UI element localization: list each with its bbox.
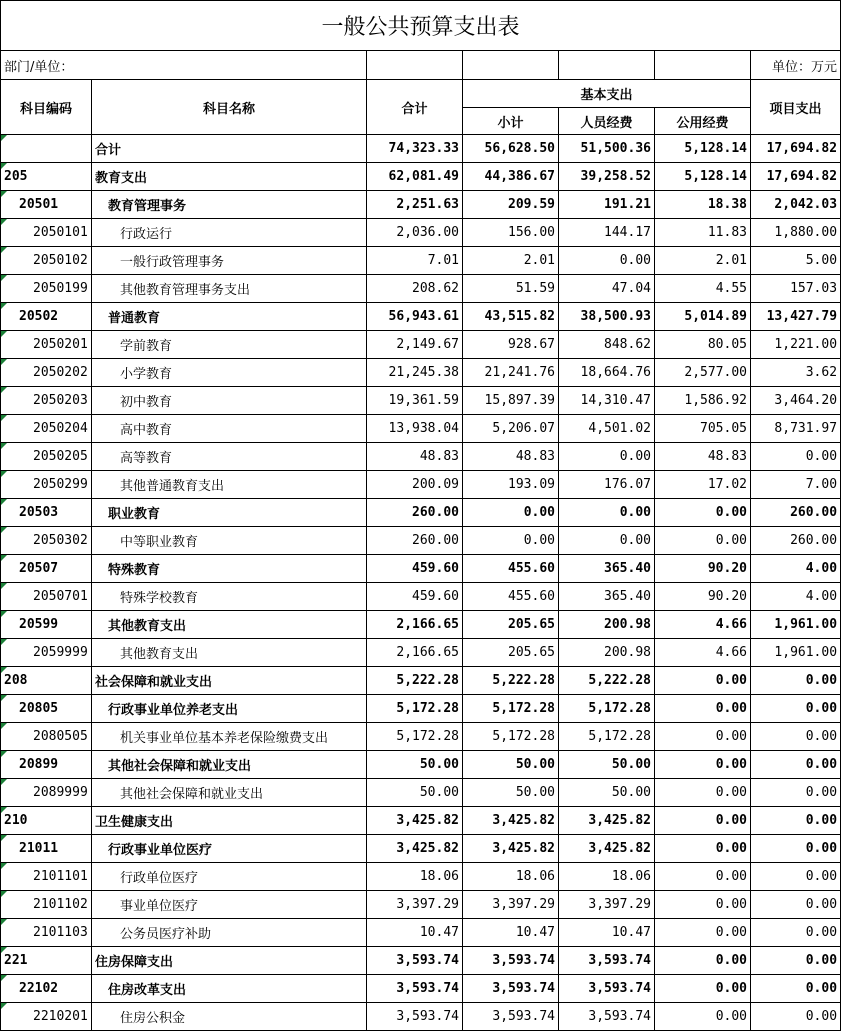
- row-total-cell[interactable]: 3,425.82: [367, 835, 463, 863]
- row-name-cell[interactable]: 卫生健康支出: [92, 807, 367, 835]
- row-public-cell[interactable]: 0.00: [655, 863, 751, 891]
- row-name-cell[interactable]: 行政事业单位医疗: [92, 835, 367, 863]
- row-project-cell[interactable]: 0.00: [751, 891, 841, 919]
- row-code-cell[interactable]: 2050102: [1, 247, 92, 275]
- row-subtotal-cell[interactable]: 455.60: [463, 555, 559, 583]
- row-personnel-cell[interactable]: 3,425.82: [559, 835, 655, 863]
- row-total-cell[interactable]: 74,323.33: [367, 135, 463, 163]
- row-public-cell[interactable]: 0.00: [655, 667, 751, 695]
- row-code-cell[interactable]: 2059999: [1, 639, 92, 667]
- row-total-cell[interactable]: 5,222.28: [367, 667, 463, 695]
- row-total-cell[interactable]: 18.06: [367, 863, 463, 891]
- row-project-cell[interactable]: 260.00: [751, 499, 841, 527]
- row-subtotal-cell[interactable]: 44,386.67: [463, 163, 559, 191]
- row-public-cell[interactable]: 0.00: [655, 527, 751, 555]
- header-row-1: [1, 80, 841, 108]
- row-name-cell[interactable]: 社会保障和就业支出: [92, 667, 367, 695]
- row-code-cell[interactable]: 2050201: [1, 331, 92, 359]
- table-row: [1, 919, 841, 947]
- title-row: [1, 1, 841, 51]
- row-name-cell[interactable]: 学前教育: [92, 331, 367, 359]
- row-total-cell[interactable]: 56,943.61: [367, 303, 463, 331]
- row-name-cell[interactable]: 行政单位医疗: [92, 863, 367, 891]
- row-subtotal-cell[interactable]: 48.83: [463, 443, 559, 471]
- department-label-cell[interactable]: [1, 51, 367, 80]
- row-total-cell[interactable]: 2,149.67: [367, 331, 463, 359]
- row-total-cell[interactable]: 459.60: [367, 555, 463, 583]
- row-subtotal-cell[interactable]: 3,397.29: [463, 891, 559, 919]
- row-personnel-cell[interactable]: 50.00: [559, 751, 655, 779]
- row-project-cell[interactable]: 17,694.82: [751, 163, 841, 191]
- row-public-cell[interactable]: 0.00: [655, 975, 751, 1003]
- row-personnel-cell[interactable]: 3,593.74: [559, 975, 655, 1003]
- row-subtotal-cell[interactable]: 51.59: [463, 275, 559, 303]
- unit-label[interactable]: 单位：万元: [751, 51, 841, 80]
- row-personnel-cell[interactable]: 3,593.74: [559, 947, 655, 975]
- row-code-cell[interactable]: 2080505: [1, 723, 92, 751]
- row-name-cell[interactable]: 其他社会保障和就业支出: [92, 779, 367, 807]
- row-total-cell[interactable]: 13,938.04: [367, 415, 463, 443]
- meta-empty-cell[interactable]: [559, 51, 655, 80]
- row-personnel-cell[interactable]: 0.00: [559, 443, 655, 471]
- row-project-cell[interactable]: 17,694.82: [751, 135, 841, 163]
- table-row: [1, 555, 841, 583]
- row-subtotal-cell[interactable]: 3,593.74: [463, 975, 559, 1003]
- row-public-cell[interactable]: 5,128.14: [655, 163, 751, 191]
- row-personnel-cell[interactable]: 365.40: [559, 583, 655, 611]
- row-project-cell[interactable]: 1,221.00: [751, 331, 841, 359]
- row-project-cell[interactable]: 0.00: [751, 975, 841, 1003]
- table-row: [1, 275, 841, 303]
- table-row: [1, 639, 841, 667]
- row-personnel-cell[interactable]: 5,222.28: [559, 667, 655, 695]
- row-subtotal-cell[interactable]: 156.00: [463, 219, 559, 247]
- department-label: 部门/单位：: [4, 59, 74, 75]
- row-code-cell[interactable]: 205: [1, 163, 92, 191]
- row-public-cell[interactable]: 2.01: [655, 247, 751, 275]
- header-total[interactable]: 合计: [367, 80, 463, 135]
- row-subtotal-cell[interactable]: 5,172.28: [463, 695, 559, 723]
- row-name-cell[interactable]: 住房改革支出: [92, 975, 367, 1003]
- row-subtotal-cell[interactable]: 56,628.50: [463, 135, 559, 163]
- row-public-cell[interactable]: 0.00: [655, 1003, 751, 1031]
- row-total-cell[interactable]: 10.47: [367, 919, 463, 947]
- row-public-cell[interactable]: 0.00: [655, 695, 751, 723]
- row-project-cell[interactable]: 0.00: [751, 1003, 841, 1031]
- row-code-cell[interactable]: 20599: [1, 611, 92, 639]
- row-subtotal-cell[interactable]: 43,515.82: [463, 303, 559, 331]
- row-code-cell[interactable]: 2050203: [1, 387, 92, 415]
- row-project-cell[interactable]: 1,961.00: [751, 639, 841, 667]
- row-subtotal-cell[interactable]: 455.60: [463, 583, 559, 611]
- row-project-cell[interactable]: 5.00: [751, 247, 841, 275]
- row-project-cell[interactable]: 157.03: [751, 275, 841, 303]
- row-public-cell[interactable]: 705.05: [655, 415, 751, 443]
- row-code-cell[interactable]: 20899: [1, 751, 92, 779]
- row-personnel-cell[interactable]: 18.06: [559, 863, 655, 891]
- row-personnel-cell[interactable]: 10.47: [559, 919, 655, 947]
- row-public-cell[interactable]: 0.00: [655, 751, 751, 779]
- row-name-cell[interactable]: 中等职业教育: [92, 527, 367, 555]
- row-personnel-cell[interactable]: 18,664.76: [559, 359, 655, 387]
- row-personnel-cell[interactable]: 144.17: [559, 219, 655, 247]
- row-name-cell[interactable]: 其他教育支出: [92, 611, 367, 639]
- table-row: [1, 527, 841, 555]
- row-project-cell[interactable]: 1,961.00: [751, 611, 841, 639]
- row-name-cell[interactable]: 合计: [92, 135, 367, 163]
- row-project-cell[interactable]: 3,464.20: [751, 387, 841, 415]
- row-subtotal-cell[interactable]: 205.65: [463, 639, 559, 667]
- row-total-cell[interactable]: 5,172.28: [367, 723, 463, 751]
- row-project-cell[interactable]: 4.00: [751, 583, 841, 611]
- row-total-cell[interactable]: 2,166.65: [367, 639, 463, 667]
- row-total-cell[interactable]: 48.83: [367, 443, 463, 471]
- row-project-cell[interactable]: 8,731.97: [751, 415, 841, 443]
- row-code-cell[interactable]: 20503: [1, 499, 92, 527]
- row-public-cell[interactable]: 4.66: [655, 611, 751, 639]
- row-name-cell[interactable]: 高中教育: [92, 415, 367, 443]
- row-name-cell[interactable]: 特殊学校教育: [92, 583, 367, 611]
- header-personnel[interactable]: 人员经费: [559, 108, 655, 135]
- meta-empty-cell[interactable]: [463, 51, 559, 80]
- row-public-cell[interactable]: 1,586.92: [655, 387, 751, 415]
- table-row: [1, 1003, 841, 1031]
- meta-empty-cell[interactable]: [367, 51, 463, 80]
- row-subtotal-cell[interactable]: 5,222.28: [463, 667, 559, 695]
- table-row: [1, 695, 841, 723]
- row-project-cell[interactable]: 0.00: [751, 695, 841, 723]
- row-name-cell[interactable]: 其他普通教育支出: [92, 471, 367, 499]
- table-row: [1, 499, 841, 527]
- table-row: [1, 471, 841, 499]
- row-code-cell[interactable]: 2050199: [1, 275, 92, 303]
- row-subtotal-cell[interactable]: 18.06: [463, 863, 559, 891]
- row-name-cell[interactable]: 其他教育管理事务支出: [92, 275, 367, 303]
- row-total-cell[interactable]: 459.60: [367, 583, 463, 611]
- row-total-cell[interactable]: 2,251.63: [367, 191, 463, 219]
- row-project-cell[interactable]: 0.00: [751, 667, 841, 695]
- row-personnel-cell[interactable]: 4,501.02: [559, 415, 655, 443]
- table-row: [1, 611, 841, 639]
- row-personnel-cell[interactable]: 38,500.93: [559, 303, 655, 331]
- table-row: [1, 583, 841, 611]
- row-subtotal-cell[interactable]: 5,172.28: [463, 723, 559, 751]
- row-public-cell[interactable]: 80.05: [655, 331, 751, 359]
- row-project-cell[interactable]: 3.62: [751, 359, 841, 387]
- row-code-cell[interactable]: [1, 135, 92, 163]
- row-project-cell[interactable]: 7.00: [751, 471, 841, 499]
- table-row: [1, 415, 841, 443]
- row-name-cell[interactable]: 普通教育: [92, 303, 367, 331]
- row-subtotal-cell[interactable]: 0.00: [463, 499, 559, 527]
- row-name-cell[interactable]: 住房公积金: [92, 1003, 367, 1031]
- row-name-cell[interactable]: 其他教育支出: [92, 639, 367, 667]
- row-subtotal-cell[interactable]: 50.00: [463, 779, 559, 807]
- row-subtotal-cell[interactable]: 3,593.74: [463, 1003, 559, 1031]
- row-subtotal-cell[interactable]: 3,425.82: [463, 835, 559, 863]
- row-project-cell[interactable]: 0.00: [751, 443, 841, 471]
- row-total-cell[interactable]: 3,425.82: [367, 807, 463, 835]
- table-row: [1, 387, 841, 415]
- row-code-cell[interactable]: 22102: [1, 975, 92, 1003]
- row-subtotal-cell[interactable]: 928.67: [463, 331, 559, 359]
- row-public-cell[interactable]: 0.00: [655, 835, 751, 863]
- row-subtotal-cell[interactable]: 3,593.74: [463, 947, 559, 975]
- row-personnel-cell[interactable]: 0.00: [559, 527, 655, 555]
- row-code-cell[interactable]: 2210201: [1, 1003, 92, 1031]
- row-public-cell[interactable]: 0.00: [655, 919, 751, 947]
- row-total-cell[interactable]: 21,245.38: [367, 359, 463, 387]
- row-project-cell[interactable]: 260.00: [751, 527, 841, 555]
- row-subtotal-cell[interactable]: 209.59: [463, 191, 559, 219]
- row-total-cell[interactable]: 2,166.65: [367, 611, 463, 639]
- row-project-cell[interactable]: 0.00: [751, 751, 841, 779]
- table-row: [1, 863, 841, 891]
- row-personnel-cell[interactable]: 3,397.29: [559, 891, 655, 919]
- row-code-cell[interactable]: 2101103: [1, 919, 92, 947]
- row-personnel-cell[interactable]: 848.62: [559, 331, 655, 359]
- row-code-cell[interactable]: 2050204: [1, 415, 92, 443]
- table-row: [1, 835, 841, 863]
- row-personnel-cell[interactable]: 51,500.36: [559, 135, 655, 163]
- table-row: [1, 891, 841, 919]
- page-title: 一般公共预算支出表: [1, 1, 841, 51]
- table-row: [1, 667, 841, 695]
- row-public-cell[interactable]: 2,577.00: [655, 359, 751, 387]
- header-basic[interactable]: 基本支出: [463, 80, 751, 108]
- row-total-cell[interactable]: 19,361.59: [367, 387, 463, 415]
- header-code[interactable]: 科目编码: [1, 80, 92, 135]
- row-personnel-cell[interactable]: 3,425.82: [559, 807, 655, 835]
- row-public-cell[interactable]: 48.83: [655, 443, 751, 471]
- table-row: [1, 807, 841, 835]
- row-code-cell[interactable]: 2101101: [1, 863, 92, 891]
- row-personnel-cell[interactable]: 0.00: [559, 499, 655, 527]
- row-personnel-cell[interactable]: 200.98: [559, 611, 655, 639]
- row-public-cell[interactable]: 90.20: [655, 555, 751, 583]
- row-personnel-cell[interactable]: 5,172.28: [559, 723, 655, 751]
- row-name-cell[interactable]: 小学教育: [92, 359, 367, 387]
- header-subtotal[interactable]: 小计: [463, 108, 559, 135]
- row-total-cell[interactable]: 260.00: [367, 499, 463, 527]
- row-name-cell[interactable]: 其他社会保障和就业支出: [92, 751, 367, 779]
- table-row: [1, 359, 841, 387]
- row-personnel-cell[interactable]: 5,172.28: [559, 695, 655, 723]
- table-row: [1, 723, 841, 751]
- row-public-cell[interactable]: 17.02: [655, 471, 751, 499]
- row-subtotal-cell[interactable]: 3,425.82: [463, 807, 559, 835]
- row-personnel-cell[interactable]: 365.40: [559, 555, 655, 583]
- row-project-cell[interactable]: 0.00: [751, 779, 841, 807]
- row-name-cell[interactable]: 机关事业单位基本养老保险缴费支出: [92, 723, 367, 751]
- row-name-cell[interactable]: 初中教育: [92, 387, 367, 415]
- row-code-cell[interactable]: 20805: [1, 695, 92, 723]
- row-code-cell[interactable]: 20502: [1, 303, 92, 331]
- row-personnel-cell[interactable]: 3,593.74: [559, 1003, 655, 1031]
- table-row: [1, 331, 841, 359]
- row-code-cell[interactable]: 221: [1, 947, 92, 975]
- table-row: [1, 975, 841, 1003]
- table-row: [1, 247, 841, 275]
- row-total-cell[interactable]: 3,593.74: [367, 1003, 463, 1031]
- row-public-cell[interactable]: 0.00: [655, 947, 751, 975]
- row-total-cell[interactable]: 50.00: [367, 779, 463, 807]
- row-public-cell[interactable]: 11.83: [655, 219, 751, 247]
- row-name-cell[interactable]: 事业单位医疗: [92, 891, 367, 919]
- row-project-cell[interactable]: 0.00: [751, 807, 841, 835]
- row-subtotal-cell[interactable]: 2.01: [463, 247, 559, 275]
- row-total-cell[interactable]: 2,036.00: [367, 219, 463, 247]
- row-code-cell[interactable]: 2050299: [1, 471, 92, 499]
- row-public-cell[interactable]: 5,128.14: [655, 135, 751, 163]
- row-personnel-cell[interactable]: 200.98: [559, 639, 655, 667]
- row-total-cell[interactable]: 5,172.28: [367, 695, 463, 723]
- row-public-cell[interactable]: 90.20: [655, 583, 751, 611]
- row-subtotal-cell[interactable]: 193.09: [463, 471, 559, 499]
- header-name[interactable]: 科目名称: [92, 80, 367, 135]
- row-total-cell[interactable]: 3,397.29: [367, 891, 463, 919]
- row-project-cell[interactable]: 0.00: [751, 835, 841, 863]
- row-personnel-cell[interactable]: 39,258.52: [559, 163, 655, 191]
- row-personnel-cell[interactable]: 14,310.47: [559, 387, 655, 415]
- table-row: [1, 135, 841, 163]
- row-code-cell[interactable]: 2050205: [1, 443, 92, 471]
- row-total-cell[interactable]: 260.00: [367, 527, 463, 555]
- row-total-cell[interactable]: 3,593.74: [367, 975, 463, 1003]
- row-code-cell[interactable]: 2050302: [1, 527, 92, 555]
- row-public-cell[interactable]: 0.00: [655, 499, 751, 527]
- table-row: [1, 751, 841, 779]
- table-row: [1, 443, 841, 471]
- row-code-cell[interactable]: 2050701: [1, 583, 92, 611]
- row-total-cell[interactable]: 62,081.49: [367, 163, 463, 191]
- table-row: [1, 191, 841, 219]
- header-project[interactable]: 项目支出: [751, 80, 841, 135]
- meta-row: [1, 51, 841, 80]
- row-personnel-cell[interactable]: 50.00: [559, 779, 655, 807]
- row-name-cell[interactable]: 高等教育: [92, 443, 367, 471]
- row-code-cell[interactable]: 20501: [1, 191, 92, 219]
- row-code-cell[interactable]: 20507: [1, 555, 92, 583]
- row-personnel-cell[interactable]: 176.07: [559, 471, 655, 499]
- row-subtotal-cell[interactable]: 0.00: [463, 527, 559, 555]
- row-code-cell[interactable]: 2089999: [1, 779, 92, 807]
- table-row: [1, 947, 841, 975]
- row-total-cell[interactable]: 50.00: [367, 751, 463, 779]
- row-project-cell[interactable]: 0.00: [751, 919, 841, 947]
- header-public[interactable]: 公用经费: [655, 108, 751, 135]
- row-subtotal-cell[interactable]: 10.47: [463, 919, 559, 947]
- row-public-cell[interactable]: 18.38: [655, 191, 751, 219]
- row-public-cell[interactable]: 0.00: [655, 779, 751, 807]
- row-public-cell[interactable]: 5,014.89: [655, 303, 751, 331]
- row-name-cell[interactable]: 公务员医疗补助: [92, 919, 367, 947]
- row-project-cell[interactable]: 0.00: [751, 863, 841, 891]
- row-total-cell[interactable]: 208.62: [367, 275, 463, 303]
- row-code-cell[interactable]: 21011: [1, 835, 92, 863]
- row-name-cell[interactable]: 住房保障支出: [92, 947, 367, 975]
- row-subtotal-cell[interactable]: 205.65: [463, 611, 559, 639]
- row-total-cell[interactable]: 3,593.74: [367, 947, 463, 975]
- table-row: [1, 303, 841, 331]
- row-code-cell[interactable]: 210: [1, 807, 92, 835]
- row-subtotal-cell[interactable]: 21,241.76: [463, 359, 559, 387]
- row-code-cell[interactable]: 2050202: [1, 359, 92, 387]
- row-personnel-cell[interactable]: 0.00: [559, 247, 655, 275]
- table-row: [1, 163, 841, 191]
- row-name-cell[interactable]: 特殊教育: [92, 555, 367, 583]
- row-public-cell[interactable]: 4.55: [655, 275, 751, 303]
- row-name-cell[interactable]: 行政事业单位养老支出: [92, 695, 367, 723]
- row-project-cell[interactable]: 1,880.00: [751, 219, 841, 247]
- row-project-cell[interactable]: 4.00: [751, 555, 841, 583]
- row-public-cell[interactable]: 0.00: [655, 891, 751, 919]
- row-project-cell[interactable]: 0.00: [751, 947, 841, 975]
- row-name-cell[interactable]: 教育管理事务: [92, 191, 367, 219]
- row-public-cell[interactable]: 0.00: [655, 723, 751, 751]
- row-name-cell[interactable]: 行政运行: [92, 219, 367, 247]
- row-project-cell[interactable]: 0.00: [751, 723, 841, 751]
- row-code-cell[interactable]: 2101102: [1, 891, 92, 919]
- row-name-cell[interactable]: 职业教育: [92, 499, 367, 527]
- row-code-cell[interactable]: 208: [1, 667, 92, 695]
- row-project-cell[interactable]: 13,427.79: [751, 303, 841, 331]
- row-public-cell[interactable]: 4.66: [655, 639, 751, 667]
- row-public-cell[interactable]: 0.00: [655, 807, 751, 835]
- row-project-cell[interactable]: 2,042.03: [751, 191, 841, 219]
- table-row: [1, 779, 841, 807]
- row-total-cell[interactable]: 200.09: [367, 471, 463, 499]
- table-row: [1, 219, 841, 247]
- row-code-cell[interactable]: 2050101: [1, 219, 92, 247]
- row-personnel-cell[interactable]: 47.04: [559, 275, 655, 303]
- row-subtotal-cell[interactable]: 5,206.07: [463, 415, 559, 443]
- row-total-cell[interactable]: 7.01: [367, 247, 463, 275]
- meta-empty-cell[interactable]: [655, 51, 751, 80]
- row-personnel-cell[interactable]: 191.21: [559, 191, 655, 219]
- row-subtotal-cell[interactable]: 50.00: [463, 751, 559, 779]
- row-subtotal-cell[interactable]: 15,897.39: [463, 387, 559, 415]
- row-name-cell[interactable]: 一般行政管理事务: [92, 247, 367, 275]
- row-name-cell[interactable]: 教育支出: [92, 163, 367, 191]
